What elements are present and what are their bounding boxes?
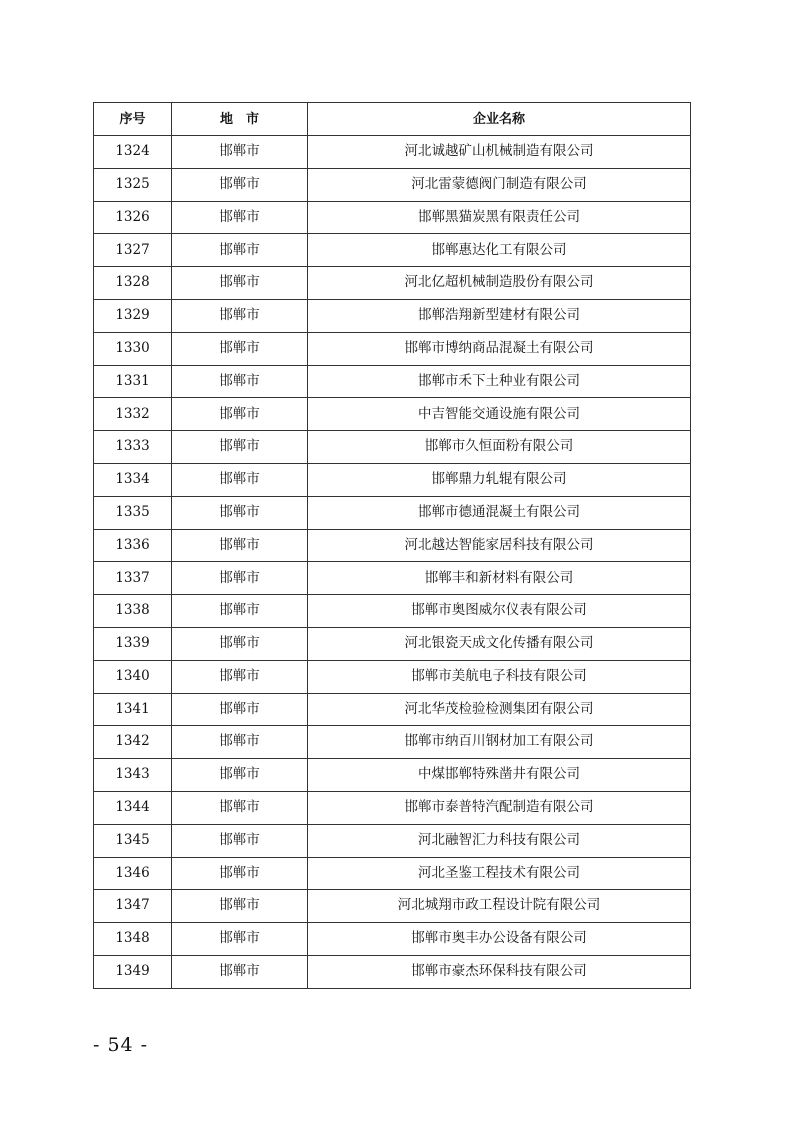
table-row [94, 332, 691, 365]
cell-city: 邯郸市 [172, 496, 308, 529]
cell-city: 邯郸市 [172, 398, 308, 431]
table-row [94, 168, 691, 201]
cell-serial-number: 1325 [94, 168, 172, 201]
cell-serial-number: 1344 [94, 791, 172, 824]
cell-city: 邯郸市 [172, 365, 308, 398]
table-row [94, 431, 691, 464]
table-row [94, 365, 691, 398]
cell-city: 邯郸市 [172, 595, 308, 628]
cell-city: 邯郸市 [172, 955, 308, 988]
table-row [94, 234, 691, 267]
cell-city: 邯郸市 [172, 824, 308, 857]
cell-city: 邯郸市 [172, 759, 308, 792]
cell-company-name: 河北亿超机械制造股份有限公司 [308, 267, 691, 300]
cell-company-name: 邯郸市纳百川钢材加工有限公司 [308, 726, 691, 759]
table-row [94, 496, 691, 529]
cell-serial-number: 1324 [94, 136, 172, 169]
cell-serial-number: 1339 [94, 627, 172, 660]
cell-city: 邯郸市 [172, 923, 308, 956]
table-body [94, 136, 691, 989]
table-row [94, 759, 691, 792]
cell-city: 邯郸市 [172, 431, 308, 464]
cell-city: 邯郸市 [172, 234, 308, 267]
enterprise-table [93, 102, 691, 989]
cell-serial-number: 1343 [94, 759, 172, 792]
cell-company-name: 邯郸鼎力轧辊有限公司 [308, 463, 691, 496]
cell-company-name: 邯郸市奥丰办公设备有限公司 [308, 923, 691, 956]
cell-serial-number: 1340 [94, 660, 172, 693]
header-row [94, 103, 691, 136]
table-row [94, 201, 691, 234]
cell-company-name: 河北银瓷天成文化传播有限公司 [308, 627, 691, 660]
table-row [94, 660, 691, 693]
cell-serial-number: 1335 [94, 496, 172, 529]
cell-city: 邯郸市 [172, 136, 308, 169]
cell-serial-number: 1348 [94, 923, 172, 956]
page-number: - 54 - [93, 1034, 149, 1056]
cell-company-name: 河北圣鉴工程技术有限公司 [308, 857, 691, 890]
cell-company-name: 邯郸市博纳商品混凝土有限公司 [308, 332, 691, 365]
cell-company-name: 邯郸市豪杰环保科技有限公司 [308, 955, 691, 988]
table-row [94, 627, 691, 660]
cell-serial-number: 1336 [94, 529, 172, 562]
table-row [94, 693, 691, 726]
cell-serial-number: 1338 [94, 595, 172, 628]
table-row [94, 529, 691, 562]
table-header [94, 103, 691, 136]
cell-serial-number: 1337 [94, 562, 172, 595]
cell-city: 邯郸市 [172, 726, 308, 759]
cell-serial-number: 1346 [94, 857, 172, 890]
cell-company-name: 邯郸市德通混凝土有限公司 [308, 496, 691, 529]
cell-company-name: 邯郸市禾下土种业有限公司 [308, 365, 691, 398]
cell-company-name: 河北华茂检验检测集团有限公司 [308, 693, 691, 726]
table-row [94, 955, 691, 988]
cell-city: 邯郸市 [172, 627, 308, 660]
cell-city: 邯郸市 [172, 660, 308, 693]
cell-city: 邯郸市 [172, 299, 308, 332]
table-row [94, 824, 691, 857]
table-row [94, 791, 691, 824]
cell-company-name: 中煤邯郸特殊凿井有限公司 [308, 759, 691, 792]
cell-company-name: 河北雷蒙德阀门制造有限公司 [308, 168, 691, 201]
cell-city: 邯郸市 [172, 201, 308, 234]
table-row [94, 267, 691, 300]
cell-serial-number: 1332 [94, 398, 172, 431]
table-row [94, 398, 691, 431]
cell-serial-number: 1326 [94, 201, 172, 234]
cell-company-name: 邯郸黑猫炭黑有限责任公司 [308, 201, 691, 234]
cell-city: 邯郸市 [172, 267, 308, 300]
cell-serial-number: 1328 [94, 267, 172, 300]
cell-serial-number: 1329 [94, 299, 172, 332]
cell-city: 邯郸市 [172, 857, 308, 890]
cell-serial-number: 1334 [94, 463, 172, 496]
cell-city: 邯郸市 [172, 529, 308, 562]
cell-serial-number: 1327 [94, 234, 172, 267]
cell-serial-number: 1345 [94, 824, 172, 857]
cell-serial-number: 1333 [94, 431, 172, 464]
cell-city: 邯郸市 [172, 562, 308, 595]
cell-serial-number: 1349 [94, 955, 172, 988]
table-row [94, 890, 691, 923]
cell-company-name: 河北城翔市政工程设计院有限公司 [308, 890, 691, 923]
cell-company-name: 邯郸惠达化工有限公司 [308, 234, 691, 267]
cell-company-name: 河北越达智能家居科技有限公司 [308, 529, 691, 562]
cell-city: 邯郸市 [172, 791, 308, 824]
cell-company-name: 邯郸市泰普特汽配制造有限公司 [308, 791, 691, 824]
cell-city: 邯郸市 [172, 463, 308, 496]
cell-city: 邯郸市 [172, 693, 308, 726]
header-company-name: 企业名称 [308, 103, 691, 136]
cell-company-name: 邯郸市美航电子科技有限公司 [308, 660, 691, 693]
cell-serial-number: 1347 [94, 890, 172, 923]
table-row [94, 136, 691, 169]
table-row [94, 857, 691, 890]
table-row [94, 562, 691, 595]
cell-company-name: 邯郸丰和新材料有限公司 [308, 562, 691, 595]
cell-serial-number: 1331 [94, 365, 172, 398]
cell-serial-number: 1341 [94, 693, 172, 726]
table-row [94, 299, 691, 332]
header-city: 地 市 [172, 103, 308, 136]
table-row [94, 726, 691, 759]
cell-serial-number: 1330 [94, 332, 172, 365]
cell-city: 邯郸市 [172, 168, 308, 201]
cell-company-name: 邯郸市久恒面粉有限公司 [308, 431, 691, 464]
header-serial-number: 序号 [94, 103, 172, 136]
cell-company-name: 河北融智汇力科技有限公司 [308, 824, 691, 857]
cell-company-name: 邯郸市奥图威尔仪表有限公司 [308, 595, 691, 628]
cell-company-name: 邯郸浩翔新型建材有限公司 [308, 299, 691, 332]
cell-company-name: 河北诚越矿山机械制造有限公司 [308, 136, 691, 169]
cell-city: 邯郸市 [172, 890, 308, 923]
cell-company-name: 中吉智能交通设施有限公司 [308, 398, 691, 431]
cell-serial-number: 1342 [94, 726, 172, 759]
table-row [94, 923, 691, 956]
cell-city: 邯郸市 [172, 332, 308, 365]
table-row [94, 463, 691, 496]
table-row [94, 595, 691, 628]
